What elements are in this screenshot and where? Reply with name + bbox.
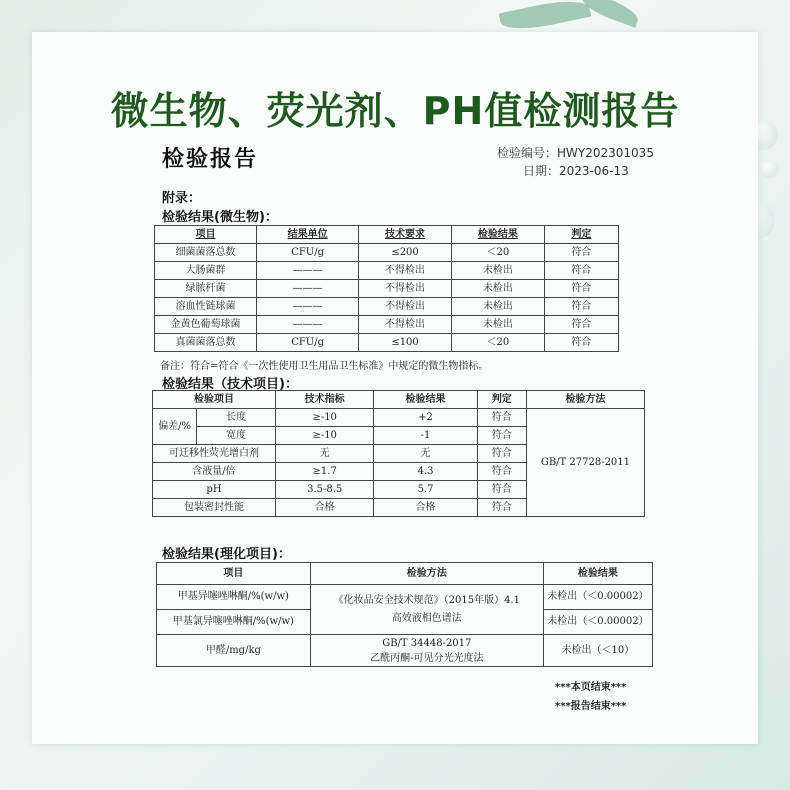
table-cell: 长度 [197, 409, 276, 427]
table-cell: 符合 [544, 298, 618, 316]
tech-table [152, 390, 645, 517]
table-cell: 无 [275, 445, 373, 463]
table-cell: 大肠菌群 [155, 262, 257, 280]
table-cell: 可迁移性荧光增白剂 [153, 445, 276, 463]
table-header: 技术指标 [275, 391, 373, 409]
table-cell: 《化妆品安全技术规范》（2015年版）4.1 高效液相色谱法 [310, 585, 543, 635]
end-of-report: ***报告结束*** [555, 701, 627, 712]
table-header-row [157, 563, 653, 585]
table-cell: 符合 [477, 463, 526, 481]
table-cell: 细菌菌落总数 [155, 244, 257, 262]
table-cell: 未检出 [451, 262, 544, 280]
table-cell: ≥-10 [275, 409, 373, 427]
table-cell: 无 [374, 445, 477, 463]
report-title: 检验报告 [162, 147, 259, 172]
table-cell: ＜20 [451, 244, 544, 262]
table-cell: 宽度 [197, 427, 276, 445]
table-cell: 5.7 [374, 481, 477, 499]
table-row [157, 635, 653, 667]
table-cell: pH [153, 481, 276, 499]
table-cell: 4.3 [374, 463, 477, 481]
chem-section-title: 检验结果(理化项目)： [162, 547, 291, 562]
table-row [153, 409, 645, 427]
table-cell: GB/T 27728-2011 [526, 409, 644, 517]
table-cell: CFU/g [257, 334, 359, 352]
table-header: 检验项目 [153, 391, 276, 409]
table-cell: ≤100 [359, 334, 452, 352]
table-header: 技术要求 [359, 226, 452, 244]
end-of-page: ***本页结束*** [555, 682, 627, 693]
table-row [155, 280, 619, 298]
table-header: 判定 [544, 226, 618, 244]
table-header: 检验结果 [374, 391, 477, 409]
table-cell: 符合 [477, 409, 526, 427]
chem-table [156, 562, 653, 667]
report-number: 检验编号：HWY202301035 [497, 146, 654, 160]
table-cell: 未检出 [451, 298, 544, 316]
table-cell: 符合 [544, 262, 618, 280]
table-cell: 真菌菌落总数 [155, 334, 257, 352]
table-cell: 符合 [544, 244, 618, 262]
table-cell: 未检出（＜10） [543, 635, 652, 667]
table-row [155, 334, 619, 352]
table-cell: 合格 [374, 499, 477, 517]
report-document [140, 130, 665, 715]
table-header: 检验结果 [451, 226, 544, 244]
table-cell: 金黄色葡萄球菌 [155, 316, 257, 334]
micro-table [154, 225, 619, 352]
page-title: 微生物、荧光剂、PH值检测报告 [110, 89, 680, 133]
table-row [155, 316, 619, 334]
table-header: 项目 [155, 226, 257, 244]
annex-label: 附录： [162, 191, 202, 206]
table-cell: 甲基异噻唑啉酮/%(w/w) [157, 585, 311, 610]
table-cell: 未检出（＜0.00002） [543, 585, 652, 610]
table-cell: ＜20 [451, 334, 544, 352]
table-cell: 不得检出 [359, 262, 452, 280]
table-cell: ≥-10 [275, 427, 373, 445]
table-cell: 含液量/倍 [153, 463, 276, 481]
table-cell: 绿脓杆菌 [155, 280, 257, 298]
report-date: 日期：2023-06-13 [523, 164, 629, 178]
table-cell: 3.5-8.5 [275, 481, 373, 499]
table-cell: 符合 [477, 445, 526, 463]
micro-section-title: 检验结果(微生物)： [162, 210, 278, 225]
table-cell: 不得检出 [359, 316, 452, 334]
table-cell: 符合 [544, 334, 618, 352]
table-cell: 甲醛/mg/kg [157, 635, 311, 667]
table-cell: ——— [257, 298, 359, 316]
table-cell: 未检出 [451, 316, 544, 334]
table-header: 判定 [477, 391, 526, 409]
table-cell: 符合 [544, 316, 618, 334]
table-cell: 符合 [477, 499, 526, 517]
table-header-row [155, 226, 619, 244]
table-cell: 符合 [477, 427, 526, 445]
table-cell: 不得检出 [359, 298, 452, 316]
table-cell: +2 [374, 409, 477, 427]
table-header: 检验方法 [310, 563, 543, 585]
table-header: 检验方法 [526, 391, 644, 409]
table-row [157, 585, 653, 610]
table-header-row [153, 391, 645, 409]
table-cell: 符合 [544, 280, 618, 298]
micro-note: 备注：符合=符合《一次性使用卫生用品卫生标准》中规定的微生物指标。 [160, 361, 489, 372]
table-cell: 未检出（＜0.00002） [543, 610, 652, 635]
table-cell: 合格 [275, 499, 373, 517]
table-cell: 不得检出 [359, 280, 452, 298]
table-cell: CFU/g [257, 244, 359, 262]
table-cell: ——— [257, 262, 359, 280]
table-cell: 符合 [477, 481, 526, 499]
leaf-decoration [499, 0, 592, 35]
table-row [155, 298, 619, 316]
table-cell: GB/T 34448-2017 乙酰丙酮-可见分光光度法 [310, 635, 543, 667]
table-cell: 甲基氯异噻唑啉酮/%(w/w) [157, 610, 311, 635]
table-cell: 包装密封性能 [153, 499, 276, 517]
table-cell: ≥1.7 [275, 463, 373, 481]
bubble-decoration [760, 160, 778, 178]
table-header: 结果单位 [257, 226, 359, 244]
table-row [155, 262, 619, 280]
table-cell: ——— [257, 280, 359, 298]
table-cell: -1 [374, 427, 477, 445]
table-cell: 溶血性链球菌 [155, 298, 257, 316]
table-cell: 偏差/% [153, 409, 197, 445]
table-header: 项目 [157, 563, 311, 585]
table-cell: 未检出 [451, 280, 544, 298]
table-header: 检验结果 [543, 563, 652, 585]
table-row [155, 244, 619, 262]
table-cell: ≤200 [359, 244, 452, 262]
tech-section-title: 检验结果（技术项目)： [162, 377, 298, 392]
table-cell: ——— [257, 316, 359, 334]
